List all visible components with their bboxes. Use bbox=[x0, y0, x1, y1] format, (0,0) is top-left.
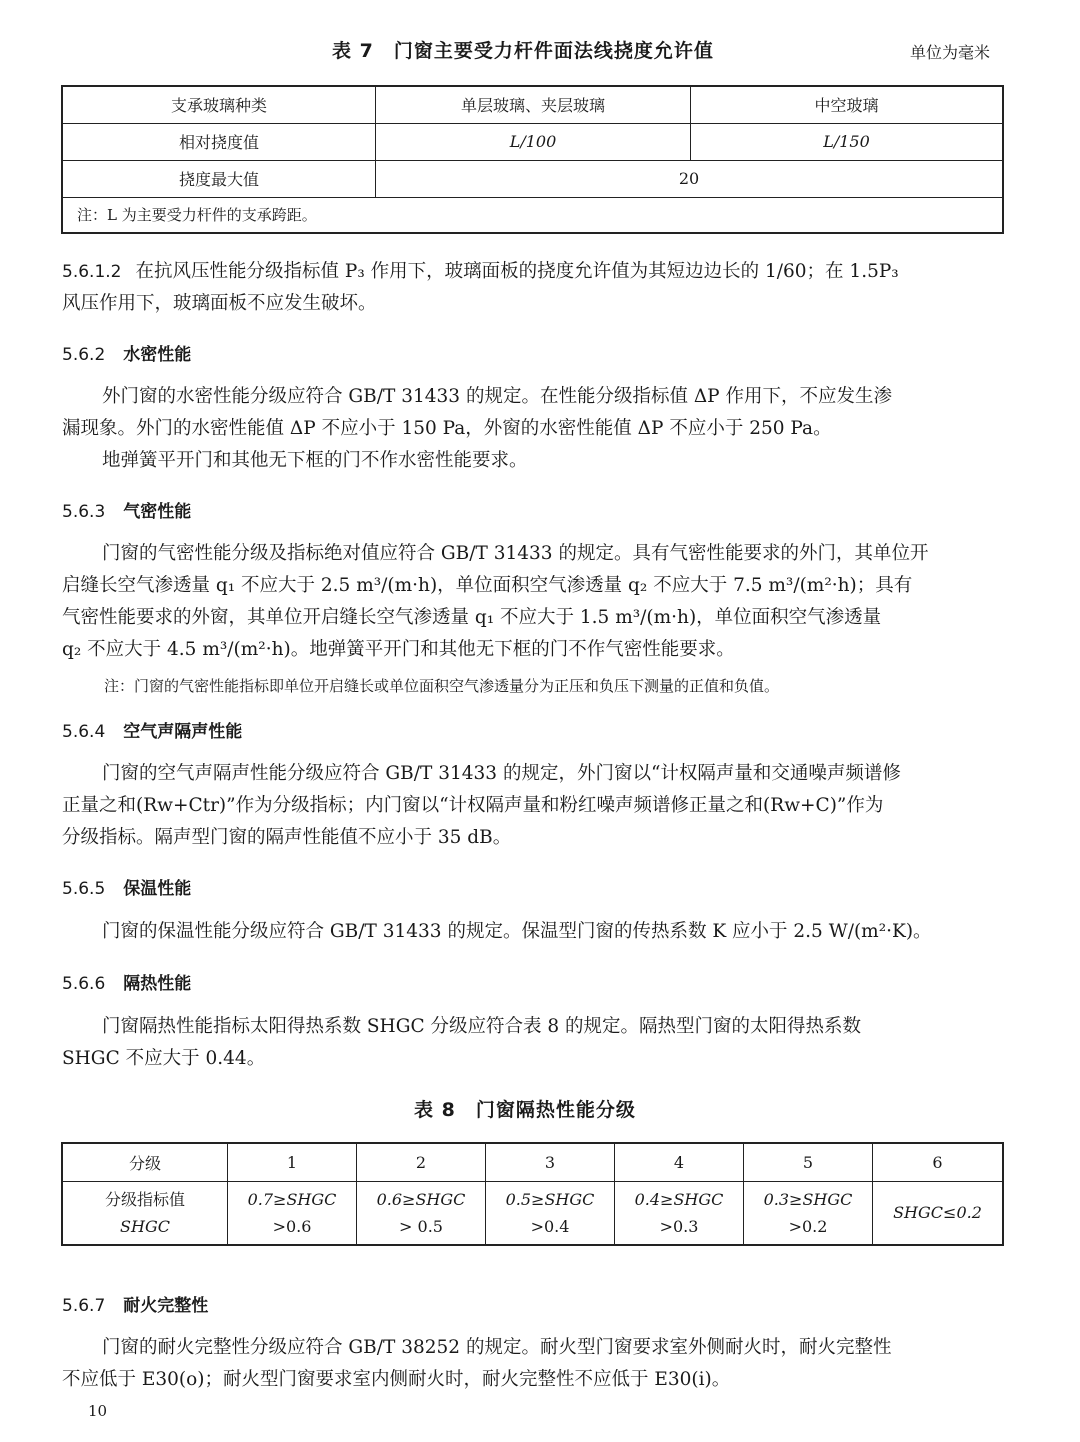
section-title: 水密性能 bbox=[123, 345, 192, 365]
table-cell: 中空玻璃 bbox=[691, 86, 1004, 123]
section-564-body bbox=[62, 758, 1007, 854]
cell-line: >0.3 bbox=[659, 1216, 699, 1236]
section-number: 5.6.2 bbox=[62, 345, 106, 365]
paragraph-line: 风压作用下，玻璃面板不应发生破坏。 bbox=[62, 293, 377, 314]
section-562-body bbox=[62, 381, 1007, 477]
section-number: 5.6.3 bbox=[62, 502, 106, 522]
cell-line: 0.5≥SHGC bbox=[505, 1189, 595, 1209]
table-cell bbox=[615, 1181, 744, 1245]
table-cell bbox=[62, 1181, 228, 1245]
section-title: 空气声隔声性能 bbox=[123, 722, 243, 742]
table-row bbox=[62, 1181, 1003, 1245]
table-cell: 支承玻璃种类 bbox=[62, 86, 376, 123]
table-cell: 挠度最大值 bbox=[62, 160, 376, 197]
table8 bbox=[61, 1142, 1004, 1246]
table8-caption: 表 8 门窗隔热性能分级 bbox=[414, 1099, 636, 1121]
section-565-body bbox=[62, 916, 1007, 948]
heading-567 bbox=[62, 1291, 208, 1316]
table-row bbox=[62, 160, 1003, 197]
section-563-body bbox=[62, 538, 1007, 666]
cell-line: >0.2 bbox=[788, 1216, 828, 1236]
table-cell: 相对挠度值 bbox=[62, 123, 376, 160]
page-number: 10 bbox=[88, 1402, 108, 1420]
table-cell: SHGC≤0.2 bbox=[873, 1181, 1004, 1245]
table-row bbox=[62, 1143, 1003, 1181]
paragraph-line: 气密性能要求的外窗，其单位开启缝长空气渗透量 q₁ 不应大于 1.5 m³/(m·h)，单位面积空气渗透量 bbox=[62, 607, 882, 628]
table-cell: L/100 bbox=[376, 123, 691, 160]
section-number: 5.6.6 bbox=[62, 974, 106, 994]
table-cell: 分级 bbox=[62, 1143, 228, 1181]
cell-line: 0.3≥SHGC bbox=[763, 1189, 853, 1209]
cell-line: 0.7≥SHGC bbox=[247, 1189, 337, 1209]
table-cell: L/150 bbox=[691, 123, 1004, 160]
cell-line: 0.4≥SHGC bbox=[634, 1189, 724, 1209]
table-cell: 1 bbox=[228, 1143, 357, 1181]
table-cell bbox=[486, 1181, 615, 1245]
paragraph-line: q₂ 不应大于 4.5 m³/(m²·h)。地弹簧平开门和其他无下框的门不作气密性能要求。 bbox=[62, 639, 735, 660]
cell-line: 0.6≥SHGC bbox=[376, 1189, 466, 1209]
table-row bbox=[62, 86, 1003, 123]
section-title: 气密性能 bbox=[123, 502, 192, 522]
table-cell bbox=[744, 1181, 873, 1245]
paragraph-line: 门窗的保温性能分级应符合 GB/T 31433 的规定。保温型门窗的传热系数 K 应小于 2.5 W/(m²·K)。 bbox=[102, 921, 932, 942]
cell-line: 分级指标值 bbox=[104, 1189, 185, 1209]
paragraph-line: 漏现象。外门的水密性能值 ΔP 不应小于 150 Pa，外窗的水密性能值 ΔP 不应小于 250 Pa。 bbox=[62, 418, 832, 439]
table7-caption: 表 7 门窗主要受力杆件面法线挠度允许值 bbox=[332, 40, 714, 62]
section-title: 耐火完整性 bbox=[123, 1296, 209, 1316]
paragraph-line: 门窗隔热性能指标太阳得热系数 SHGC 分级应符合表 8 的规定。隔热型门窗的太阳得热系数 bbox=[102, 1016, 862, 1037]
section-number: 5.6.4 bbox=[62, 722, 106, 742]
table-cell: 20 bbox=[376, 160, 1004, 197]
section-number: 5.6.7 bbox=[62, 1296, 106, 1316]
table-cell: 单层玻璃、夹层玻璃 bbox=[376, 86, 691, 123]
cell-line: SHGC bbox=[120, 1216, 170, 1236]
section-5612 bbox=[62, 256, 1007, 320]
cell-line: > 0.5 bbox=[399, 1216, 443, 1236]
table-row bbox=[62, 197, 1003, 233]
section-number: 5.6.5 bbox=[62, 879, 106, 899]
table-cell bbox=[357, 1181, 486, 1245]
table-cell: 6 bbox=[873, 1143, 1004, 1181]
table-cell: 4 bbox=[615, 1143, 744, 1181]
paragraph-line: 在抗风压性能分级指标值 P₃ 作用下，玻璃面板的挠度允许值为其短边边长的 1/60；在 1.5P₃ bbox=[135, 261, 899, 282]
table7-unit: 单位为毫米 bbox=[910, 43, 991, 62]
table7 bbox=[61, 85, 1004, 234]
paragraph-line: 门窗的空气声隔声性能分级应符合 GB/T 31433 的规定，外门窗以“计权隔声量和交通噪声频谱修 bbox=[102, 763, 901, 784]
paragraph-line: 不应低于 E30(o)；耐火型门窗要求室内侧耐火时，耐火完整性不应低于 E30(i)。 bbox=[62, 1369, 731, 1390]
paragraph-line: 门窗的气密性能分级及指标绝对值应符合 GB/T 31433 的规定。具有气密性能要求的外门，其单位开 bbox=[102, 543, 929, 564]
table-cell: 5 bbox=[744, 1143, 873, 1181]
paragraph-line: 地弹簧平开门和其他无下框的门不作水密性能要求。 bbox=[102, 450, 528, 471]
paragraph-line: SHGC 不应大于 0.44。 bbox=[62, 1048, 266, 1069]
paragraph-line: 正量之和(Rw+Ctr)”作为分级指标；内门窗以“计权隔声量和粉红噪声频谱修正量之和(Rw+C)”作为 bbox=[62, 795, 884, 816]
paragraph-line: 外门窗的水密性能分级应符合 GB/T 31433 的规定。在性能分级指标值 ΔP 作用下，不应发生渗 bbox=[102, 386, 893, 407]
section-number: 5.6.1.2 bbox=[62, 262, 122, 282]
note-563: 注：门窗的气密性能指标即单位开启缝长或单位面积空气渗透量分为正压和负压下测量的正值和负值。 bbox=[104, 677, 780, 695]
heading-563 bbox=[62, 497, 191, 522]
heading-566 bbox=[62, 969, 191, 994]
cell-line: >0.6 bbox=[272, 1216, 312, 1236]
section-566-body bbox=[62, 1011, 1007, 1075]
paragraph-line: 启缝长空气渗透量 q₁ 不应大于 2.5 m³/(m·h)，单位面积空气渗透量 q₂ 不应大于 7.5 m³/(m²·h)；具有 bbox=[62, 575, 913, 596]
heading-565 bbox=[62, 874, 191, 899]
heading-562 bbox=[62, 340, 191, 365]
paragraph-line: 分级指标。隔声型门窗的隔声性能值不应小于 35 dB。 bbox=[62, 827, 512, 848]
section-567-body bbox=[62, 1332, 1007, 1396]
heading-564 bbox=[62, 717, 242, 742]
section-title: 隔热性能 bbox=[123, 974, 192, 994]
table-cell: 3 bbox=[486, 1143, 615, 1181]
table-cell bbox=[228, 1181, 357, 1245]
section-title: 保温性能 bbox=[123, 879, 192, 899]
paragraph-line: 门窗的耐火完整性分级应符合 GB/T 38252 的规定。耐火型门窗要求室外侧耐火时，耐火完整性 bbox=[102, 1337, 892, 1358]
cell-line: >0.4 bbox=[530, 1216, 570, 1236]
table-cell: 2 bbox=[357, 1143, 486, 1181]
table-row bbox=[62, 123, 1003, 160]
table7-note: 注：L 为主要受力杆件的支承跨距。 bbox=[62, 197, 1003, 233]
